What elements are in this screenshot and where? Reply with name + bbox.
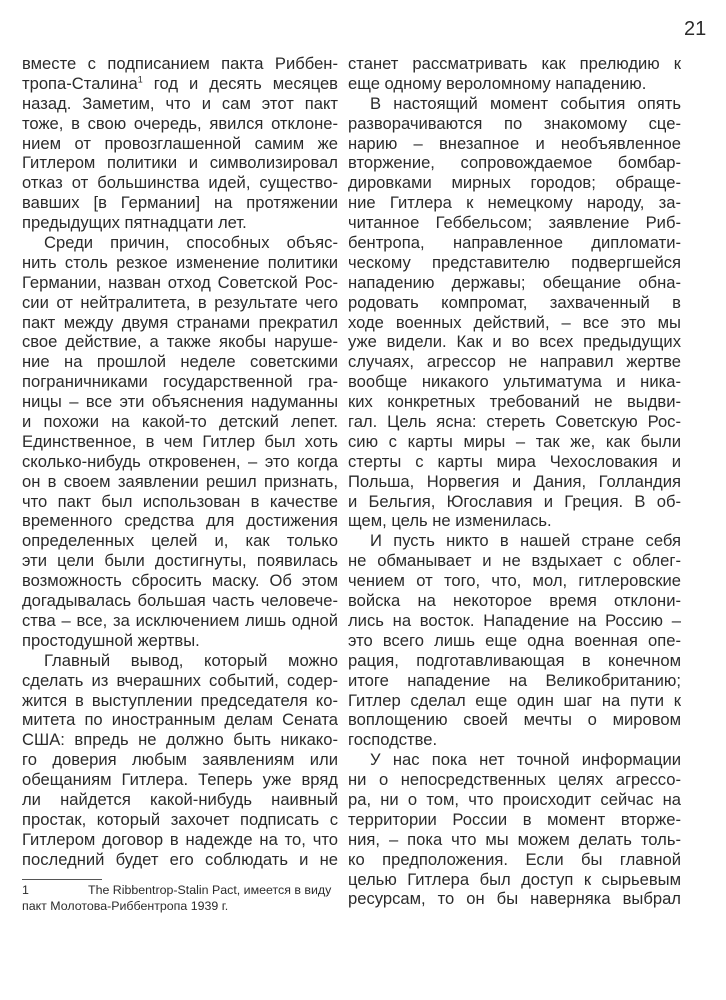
text-line: это всего лишь еще одна военная опе-: [348, 630, 681, 650]
text-line: пограничниками государственной гра-: [22, 372, 338, 392]
text-line: сделать из вчерашних событий, содер-: [22, 670, 338, 690]
text-line: ра, ни о том, что происходит сейчас на: [348, 789, 681, 809]
text-line: вместе с подписанием пакта Риббен-: [22, 54, 338, 73]
text-line: митета по иностранным делам Сената: [22, 710, 338, 730]
text-column-left: [22, 54, 338, 870]
text-line: господстве.: [348, 730, 438, 750]
text-line: У нас пока нет точной информации: [370, 750, 681, 770]
text-line: ния, – пока что мы можем делать толь-: [348, 829, 681, 849]
paragraph: [348, 531, 681, 750]
paragraph: [348, 94, 681, 532]
footnote: [22, 879, 342, 914]
text-line: щем, цель не изменилась.: [348, 511, 552, 531]
footnote-marker[interactable]: 1: [137, 74, 143, 85]
text-line: простодушной жертвы.: [22, 630, 200, 650]
text-line: разворачиваются по знакомому сце-: [348, 113, 681, 133]
text-line: го доверия любым заявлениям или: [22, 750, 338, 770]
text-line: Среди причин, способных объяс-: [44, 233, 338, 253]
text-line: что пакт был использован в качестве: [22, 491, 338, 511]
text-line: вавших [в Германии] на протяжении: [22, 193, 338, 213]
text-line: чением от того, что, мол, гитлеровские: [348, 571, 681, 591]
text-line: Германии, назван отход Советской Рос-: [22, 272, 338, 292]
text-line: Гитлер сделал еще один шаг на пути к: [348, 690, 681, 710]
text-line: читанное Геббельсом; заявление Риб-: [348, 213, 681, 233]
text-line: ние Гитлера к немецкому народу, за-: [348, 193, 681, 213]
text-line: воплощению своей мечты о мировом: [348, 710, 681, 730]
paragraph: [22, 651, 338, 870]
text-line: гал. Цель ясна: стереть Советскую Рос-: [348, 412, 681, 432]
text-line: ницы – все эти объяснения надуманны: [22, 392, 338, 412]
text-line: определенных целей и, как только: [22, 531, 338, 551]
text-line: лись на восток. Нападение на Россию –: [348, 610, 681, 630]
text-line: войска на некоторое время отклони-: [348, 591, 681, 611]
text-line: временного средства для достижения: [22, 511, 338, 531]
text-line: Польша, Норвегия и Дания, Голландия: [348, 471, 681, 491]
paragraph: [348, 750, 681, 909]
text-column-right: [348, 54, 681, 909]
text-line: догадывалась большая часть человече-: [22, 591, 338, 611]
text-line: стерты с карты мира Чехословакия и: [348, 451, 681, 471]
text-line: ли найдется какой-нибудь наивный: [22, 789, 338, 809]
footnote-line: пакт Молотова-Риббентропа 1939 г.: [22, 899, 229, 913]
text-line: вторжение, сопровождаемое бомбар-: [348, 153, 681, 173]
text-line: сию с карты миры – так же, как были: [348, 431, 681, 451]
text-line: обещаниям Гитлера. Теперь уже вряд: [22, 770, 338, 790]
text-line: и похожи на какой-то детский лепет.: [22, 412, 338, 432]
text-line: ких конкретных требований не выдви-: [348, 392, 681, 412]
footnote-number: 1: [22, 883, 29, 897]
text-line: нить столь резкое изменение политики: [22, 252, 338, 272]
text-line: нарию – внезапное и необъявленное: [348, 133, 681, 153]
text-line: предыдущих пятнадцати лет.: [22, 213, 247, 233]
text-line: ни о непосредственных целях агрессо-: [348, 770, 681, 790]
text-line: эти цели были достигнуты, появилась: [22, 551, 338, 571]
text-line: последний будет его соблюдать и не: [22, 849, 338, 869]
paragraph: [348, 54, 681, 94]
text-line: ства – все, за исключением лишь одной: [22, 610, 338, 630]
text-line: и Бельгия, Югославия и Греция. В об-: [348, 491, 681, 511]
text-line: рация, подготавливающая в конечном: [348, 650, 681, 670]
text-line: вообще никакого ультиматума и ника-: [348, 372, 681, 392]
text-line: итоге нападение на Великобританию;: [348, 670, 681, 690]
paragraph: [22, 233, 338, 651]
text-line: целью Гитлера был доступ к сырьевым: [348, 869, 681, 889]
text-line: не обманывает и не вздыхает с облег-: [348, 551, 681, 571]
text-line: ко предположения. Если бы главной: [348, 849, 681, 869]
text-line: Гитлером договор в надежде на то, что: [22, 829, 338, 849]
text-line: Единственное, в чем Гитлер был хоть: [22, 431, 338, 451]
text-line: случаях, агрессор не направил жертве: [348, 352, 681, 372]
text-line: сколько-нибудь откровенен, – это когда: [22, 451, 338, 471]
page-number: 21: [684, 18, 707, 40]
text-line: отказ от большинства идей, существо-: [22, 173, 338, 193]
text-line: тоже, в свою очередь, явился отклоне-: [22, 113, 338, 133]
text-line: станет рассматривать как прелюдию к: [348, 54, 681, 73]
footnote-text: The Ribbentrop-Stalin Pact, имеется в виду: [88, 883, 332, 897]
text-line: США: впредь не должно быть никако-: [22, 730, 338, 750]
text-line: ресурсам, то он бы наверняка выбрал: [348, 889, 681, 909]
text-line: уже видели. Как и во всех предыдущих: [348, 332, 681, 352]
footnote-divider: [22, 879, 102, 880]
text-line: сии от нейтралитета, в результате чего: [22, 292, 338, 312]
text-line: Главный вывод, который можно: [44, 650, 338, 670]
text-line: нием от провозглашенной самим же: [22, 133, 338, 153]
text-line: бентропа, направленное дипломати-: [348, 233, 681, 253]
text-line: назад. Заметим, что и сам этот пакт: [22, 93, 338, 113]
text-line: простак, который захочет подписать с: [22, 809, 338, 829]
footnote-line: [22, 882, 342, 898]
text-line: свое действие, а также якобы наруше-: [22, 332, 338, 352]
text-line: территории России в момент вторже-: [348, 809, 681, 829]
text-line: В настоящий момент события опять: [370, 93, 681, 113]
text-line: ческому представителю подвергшейся: [348, 252, 681, 272]
text-line: пакт между двумя странами прекратил: [22, 312, 338, 332]
text-line: возможность сбросить маску. Об этом: [22, 571, 338, 591]
text-line: ходе военных действий, – все это мы: [348, 312, 681, 332]
text-line: тропа-Сталина$^1$ год и десять месяцев: [22, 73, 338, 93]
text-line: И пусть никто в нашей стране себя: [370, 531, 681, 551]
text-line: нападению державы; обещание обна-: [348, 272, 681, 292]
text-line: дировками мирных городов; обраще-: [348, 173, 681, 193]
text-line: жится в выступлении председателя ко-: [22, 690, 338, 710]
paragraph: [22, 54, 338, 233]
text-line: Гитлером политики и символизировал: [22, 153, 338, 173]
text-line: он в своем заявлении решил признать,: [22, 471, 338, 491]
text-line: еще одному вероломному нападению.: [348, 73, 647, 93]
text-line: родовать компромат, захваченный в: [348, 292, 681, 312]
text-line: ние на прошлой неделе советскими: [22, 352, 338, 372]
